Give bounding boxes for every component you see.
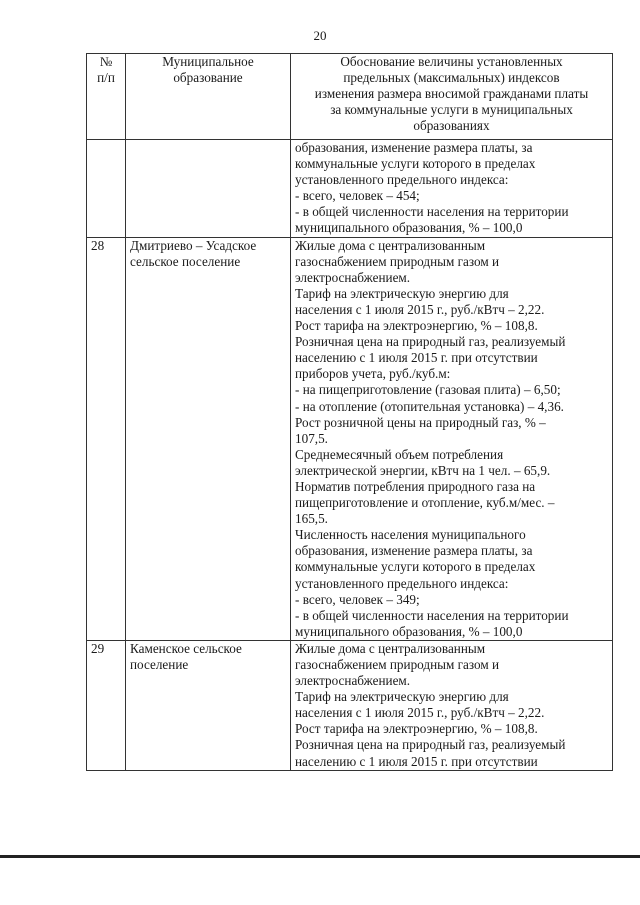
header-justification-text: Обоснование величины установленных предельных (максимальных) индексов изменения размера вносимой гражданами платы за коммунальные услуги в муниципальных образованиях (314, 54, 589, 134)
justification-line: Численность населения муниципального (295, 527, 526, 543)
justification-line: - на отопление (отопительная установка) – 4,36. (295, 398, 564, 414)
justification-cell (291, 237, 613, 640)
justification-line: Норматив потребления природного газа на (295, 478, 536, 494)
justification-line: приборов учета, руб./куб.м: (295, 366, 451, 382)
row-number-cell: 28 (87, 237, 126, 640)
justification-line: - на пищеприготовление (газовая плита) – 6,50; (295, 382, 561, 398)
justification-line: газоснабжением природным газом и (295, 253, 500, 269)
justification-line: Рост тарифа на электроэнергию, % – 108,8. (295, 318, 538, 334)
justification-line: - всего, человек – 454; (295, 188, 420, 204)
header-municipality (126, 54, 291, 140)
page-number: 20 (313, 28, 327, 43)
justification-line: электрической энергии, кВтч на 1 чел. – 65,9. (295, 462, 551, 478)
justification-line: населения с 1 июля 2015 г., руб./кВтч – 2,22. (295, 705, 545, 721)
justification-line: Тариф на электрическую энергию для (295, 285, 509, 301)
justification-line: 107,5. (295, 430, 328, 446)
justification-line: Среднемесячный объем потребления (295, 446, 504, 462)
table-header-row (87, 54, 613, 140)
justification-line: - всего, человек – 349; (295, 591, 420, 607)
municipality-cell: Дмитриево – Усадское сельское поселение (126, 237, 291, 640)
justification-line: Розничная цена на природный газ, реализуемый (295, 334, 566, 350)
justification-line: - в общей численности населения на территории (295, 204, 569, 220)
justification-line: газоснабжением природным газом и (295, 657, 500, 672)
table-row (87, 640, 613, 770)
justification-line: коммунальные услуги которого в пределах (295, 559, 536, 575)
justification-line: населения с 1 июля 2015 г., руб./кВтч – 2,22. (295, 301, 545, 317)
table-row (87, 140, 613, 238)
row-number-cell: 29 (87, 640, 126, 770)
justification-line: пищеприготовление и отопление, куб.м/мес. – (295, 495, 555, 511)
table-row (87, 237, 613, 640)
justification-line: населению с 1 июля 2015 г. при отсутствии (295, 350, 538, 366)
header-municipality-text: Муниципальное образование (162, 54, 254, 86)
justification-line: электроснабжением. (295, 269, 411, 285)
justification-line: населению с 1 июля 2015 г. при отсутствии (295, 753, 538, 769)
header-num (87, 54, 126, 140)
justification-line: Рост тарифа на электроэнергию, % – 108,8. (295, 721, 538, 737)
justification-line: установленного предельного индекса: (295, 575, 509, 591)
justification-line: коммунальные услуги которого в пределах (295, 156, 536, 172)
justification-line: - в общей численности населения на территории (295, 607, 569, 623)
justification-line: образования, изменение размера платы, за (295, 140, 533, 155)
justification-cell (291, 640, 613, 770)
justification-line: Тариф на электрическую энергию для (295, 689, 509, 705)
justification-line: образования, изменение размера платы, за (295, 543, 533, 559)
justification-line: Розничная цена на природный газ, реализуемый (295, 737, 566, 753)
header-num-text: № п/п (97, 54, 115, 86)
row-number-cell (87, 140, 126, 238)
justification-line: Рост розничной цены на природный газ, % – (295, 414, 546, 430)
justification-line: Жилые дома с централизованным (295, 237, 486, 253)
justification-line: установленного предельного индекса: (295, 172, 509, 188)
tariff-justification-table (86, 53, 613, 771)
justification-cell (291, 140, 613, 238)
municipality-cell: Каменское сельское поселение (126, 640, 291, 770)
justification-line: муниципального образования, % – 100,0 (295, 623, 523, 639)
justification-line: Жилые дома с централизованным (295, 640, 486, 656)
justification-line: электроснабжением. (295, 673, 411, 689)
justification-line: муниципального образования, % – 100,0 (295, 220, 523, 236)
bottom-scan-rule (0, 855, 640, 858)
municipality-cell (126, 140, 291, 238)
header-justification (291, 54, 613, 140)
justification-line: 165,5. (295, 511, 328, 527)
